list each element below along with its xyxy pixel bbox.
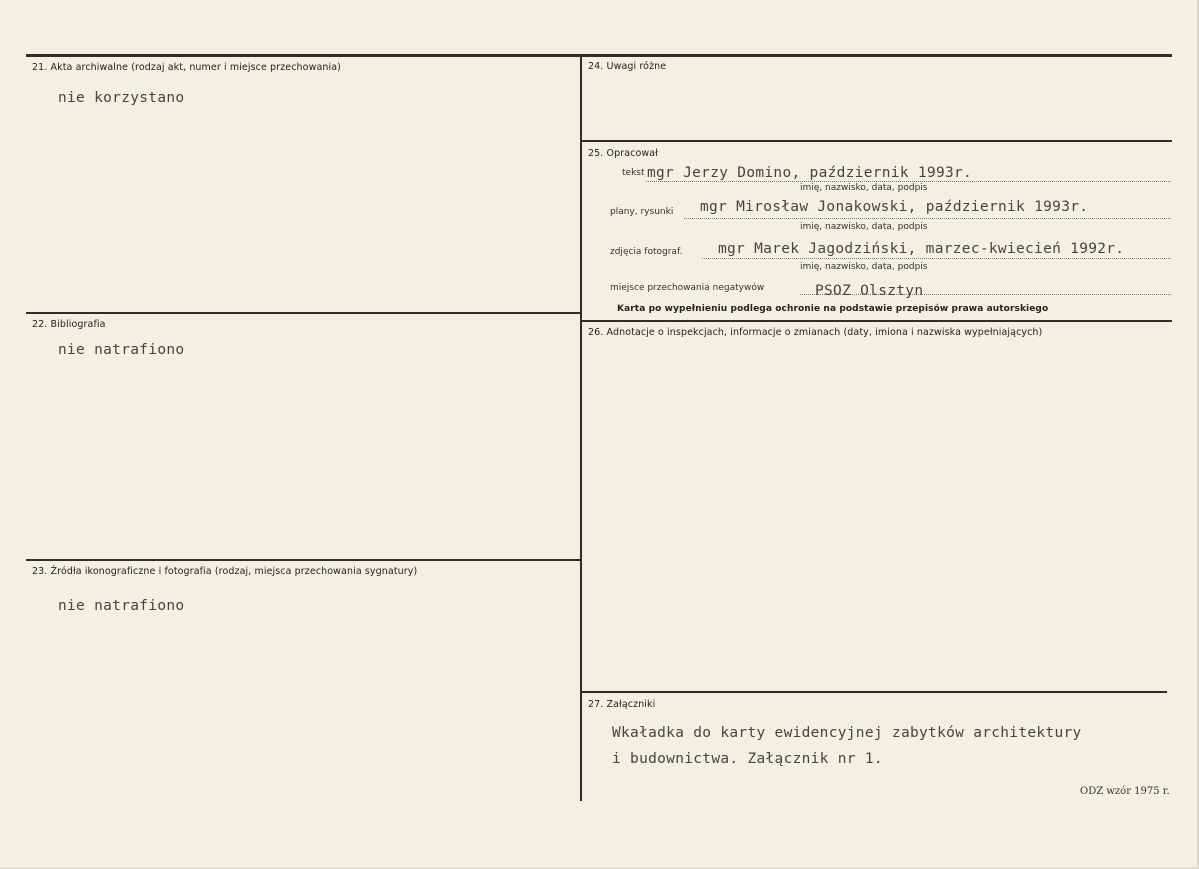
section-23-label: 23. Źródła ikonograficzne i fotografia (rodzaj, miejsca przechowania sygnatury) xyxy=(32,566,418,577)
rule-left-22 xyxy=(26,312,581,314)
text-caption: imię, nazwisko, data, podpis xyxy=(800,183,928,193)
section-22-label: 22. Bibliografia xyxy=(32,319,106,330)
negatives-value: PSOZ Olsztyn xyxy=(815,283,924,299)
form-version: ODZ wzór 1975 r. xyxy=(1080,786,1170,797)
section-22-value: nie natrafiono xyxy=(58,342,185,358)
negatives-label: miejsce przechowania negatywów xyxy=(610,283,765,293)
photos-label: zdjęcia fotograf. xyxy=(610,247,683,257)
plans-caption: imię, nazwisko, data, podpis xyxy=(800,222,928,232)
plans-label: plany, rysunki xyxy=(610,207,674,217)
section-27-line1: Wkaładka do karty ewidencyjnej zabytków architektury xyxy=(612,725,1082,741)
section-26-label: 26. Adnotacje o inspekcjach, informacje o zmianach (daty, imiona i nazwiska wypełniających) xyxy=(588,327,1043,338)
section-21-label: 21. Akta archiwalne (rodzaj akt, numer i miejsce przechowania) xyxy=(32,62,341,73)
section-21-value: nie korzystano xyxy=(58,90,185,106)
rule-right-25 xyxy=(582,140,1172,142)
photos-caption: imię, nazwisko, data, podpis xyxy=(800,262,928,272)
section-25-label: 25. Opracował xyxy=(588,148,658,159)
section-27-label: 27. Załączniki xyxy=(588,699,656,710)
plans-value: mgr Mirosław Jonakowski, październik 1993r. xyxy=(700,199,1089,215)
copyright-note: Karta po wypełnieniu podlega ochronie na podstawie przepisów prawa autorskiego xyxy=(617,304,1049,314)
plans-dotted-line xyxy=(684,218,1171,219)
photos-value: mgr Marek Jagodziński, marzec-kwiecień 1992r. xyxy=(718,241,1125,257)
rule-left-23 xyxy=(26,559,581,561)
text-label: tekst xyxy=(622,168,645,178)
rule-right-26 xyxy=(582,320,1172,322)
center-divider xyxy=(580,56,582,801)
section-27-line2: i budownictwa. Załącznik nr 1. xyxy=(612,751,883,767)
section-23-value: nie natrafiono xyxy=(58,598,185,614)
text-dotted-line xyxy=(646,181,1171,182)
rule-right-27 xyxy=(582,691,1167,693)
top-rule xyxy=(26,54,1172,57)
text-value: mgr Jerzy Domino, październik 1993r. xyxy=(647,165,973,181)
section-24-label: 24. Uwagi różne xyxy=(588,61,667,72)
photos-dotted-line xyxy=(702,258,1171,259)
